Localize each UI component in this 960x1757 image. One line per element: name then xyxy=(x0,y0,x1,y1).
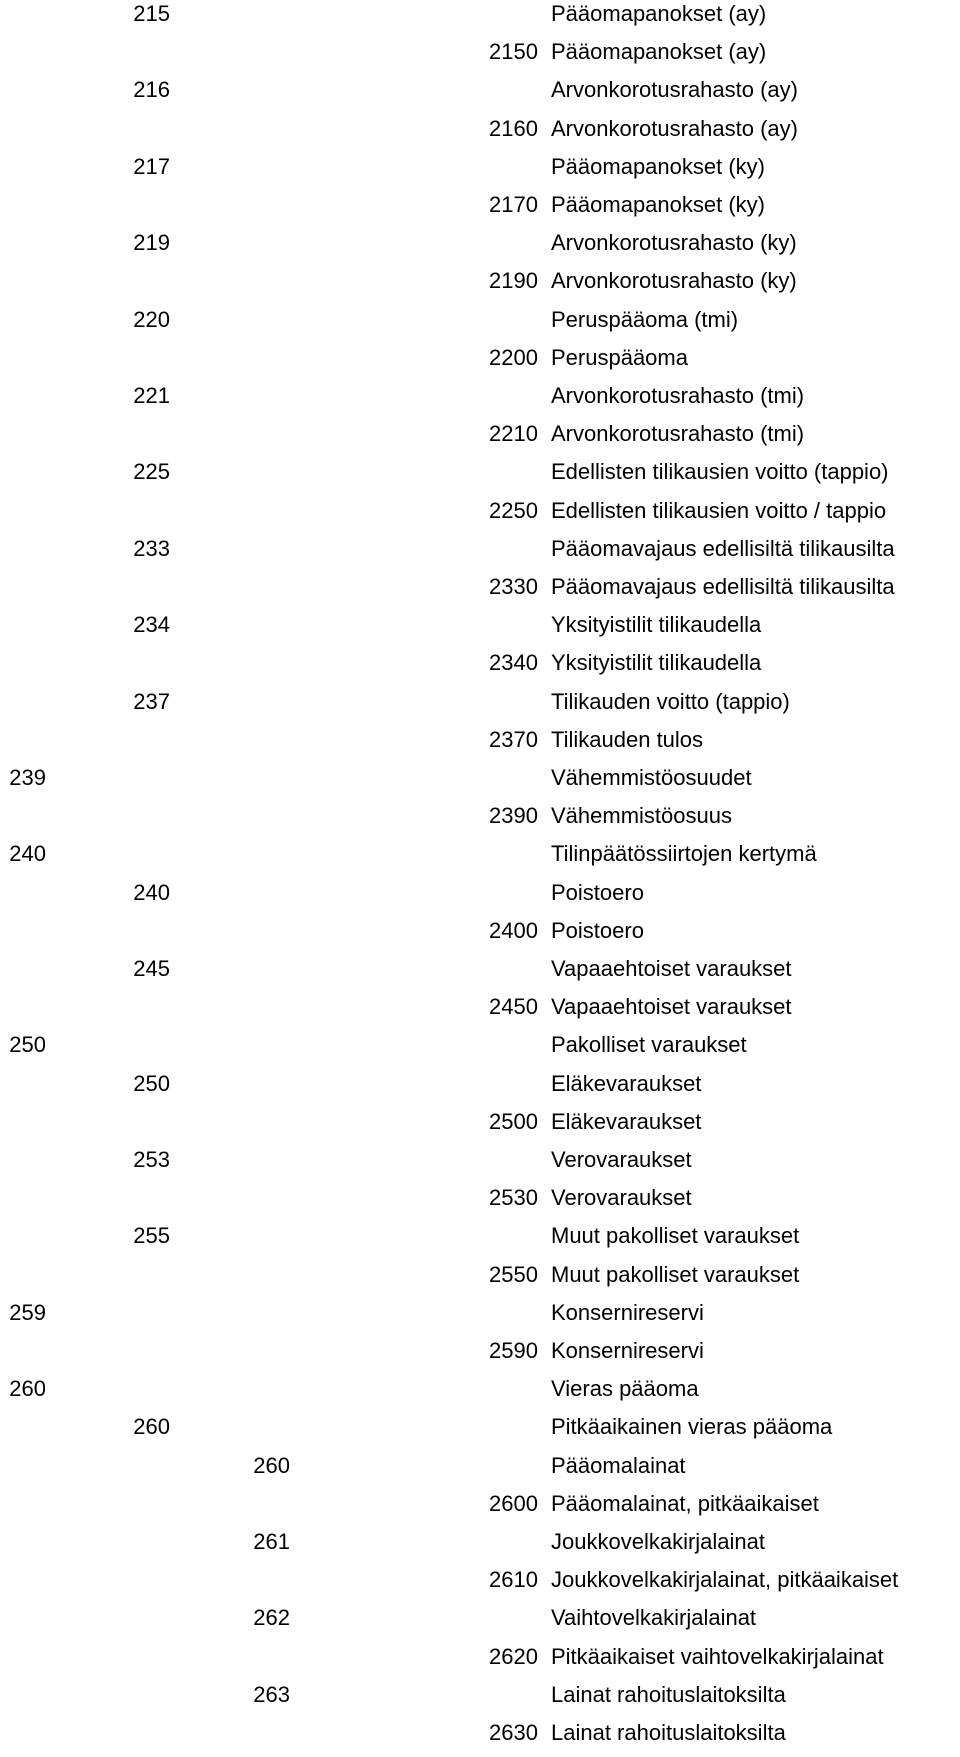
account-row xyxy=(0,764,960,802)
account-label: Pääomapanokset (ky) xyxy=(551,154,765,179)
account-code: 263 xyxy=(253,1682,290,1707)
account-label: Joukkovelkakirjalainat xyxy=(551,1529,765,1554)
account-row xyxy=(0,1452,960,1490)
account-code: 2590 xyxy=(489,1338,538,1363)
account-label: Pääomavajaus edellisiltä tilikausilta xyxy=(551,536,895,561)
account-row xyxy=(0,1413,960,1451)
account-label: Muut pakolliset varaukset xyxy=(551,1262,800,1287)
account-code: 233 xyxy=(133,536,170,561)
account-label: Konsernireservi xyxy=(551,1300,704,1325)
account-label: Vaihtovelkakirjalainat xyxy=(551,1605,757,1630)
account-row xyxy=(0,840,960,878)
account-label: Joukkovelkakirjalainat, pitkäaikaiset xyxy=(551,1567,899,1592)
account-row xyxy=(0,917,960,955)
account-label: Tilikauden voitto (tappio) xyxy=(551,689,790,714)
account-code: 240 xyxy=(9,841,46,866)
account-label: Pitkäaikaiset vaihtovelkakirjalainat xyxy=(551,1644,884,1669)
account-row xyxy=(0,1031,960,1069)
account-code: 2160 xyxy=(489,116,538,141)
account-row xyxy=(0,993,960,1031)
account-label: Vähemmistöosuus xyxy=(551,803,732,828)
account-code: 237 xyxy=(133,689,170,714)
account-row xyxy=(0,726,960,764)
account-row xyxy=(0,1337,960,1375)
account-label: Lainat rahoituslaitoksilta xyxy=(551,1720,786,1745)
account-row xyxy=(0,535,960,573)
account-label: Muut pakolliset varaukset xyxy=(551,1223,800,1248)
account-row xyxy=(0,382,960,420)
account-label: Arvonkorotusrahasto (ay) xyxy=(551,77,798,102)
account-code: 259 xyxy=(9,1300,46,1325)
account-row xyxy=(0,229,960,267)
account-code: 2170 xyxy=(489,192,538,217)
account-code: 2390 xyxy=(489,803,538,828)
account-row xyxy=(0,1299,960,1337)
account-label: Pitkäaikainen vieras pääoma xyxy=(551,1414,833,1439)
account-code: 2530 xyxy=(489,1185,538,1210)
account-row xyxy=(0,1643,960,1681)
account-row xyxy=(0,1566,960,1604)
account-row xyxy=(0,1070,960,1108)
account-code: 262 xyxy=(253,1605,290,1630)
account-row xyxy=(0,649,960,687)
account-row xyxy=(0,1261,960,1299)
account-code: 240 xyxy=(133,880,170,905)
account-code: 260 xyxy=(133,1414,170,1439)
account-code: 2450 xyxy=(489,994,538,1019)
account-code: 239 xyxy=(9,765,46,790)
account-label: Yksityistilit tilikaudella xyxy=(551,650,762,675)
account-code: 245 xyxy=(133,956,170,981)
account-label: Pääomalainat, pitkäaikaiset xyxy=(551,1491,819,1516)
account-code: 2330 xyxy=(489,574,538,599)
account-label: Verovaraukset xyxy=(551,1147,692,1172)
account-code: 216 xyxy=(133,77,170,102)
account-label: Arvonkorotusrahasto (tmi) xyxy=(551,421,805,446)
account-row xyxy=(0,1681,960,1719)
account-code: 260 xyxy=(9,1376,46,1401)
account-code: 225 xyxy=(133,459,170,484)
account-label: Lainat rahoituslaitoksilta xyxy=(551,1682,786,1707)
account-label: Pääomalainat xyxy=(551,1453,686,1478)
account-code: 2500 xyxy=(489,1109,538,1134)
account-label: Arvonkorotusrahasto (tmi) xyxy=(551,383,805,408)
account-code: 221 xyxy=(133,383,170,408)
account-code: 220 xyxy=(133,307,170,332)
account-code: 215 xyxy=(133,1,170,26)
account-code: 2200 xyxy=(489,345,538,370)
account-label: Vapaaehtoiset varaukset xyxy=(551,956,792,981)
account-label: Vapaaehtoiset varaukset xyxy=(551,994,792,1019)
account-code: 2400 xyxy=(489,918,538,943)
account-label: Pääomapanokset (ay) xyxy=(551,1,767,26)
account-label: Pakolliset varaukset xyxy=(551,1032,747,1057)
account-code: 2190 xyxy=(489,268,538,293)
account-row xyxy=(0,306,960,344)
account-code: 2370 xyxy=(489,727,538,752)
account-row xyxy=(0,1184,960,1222)
account-row xyxy=(0,191,960,229)
account-code: 261 xyxy=(253,1529,290,1554)
account-label: Pääomapanokset (ay) xyxy=(551,39,767,64)
account-label: Peruspääoma xyxy=(551,345,688,370)
account-code: 2150 xyxy=(489,39,538,64)
account-row xyxy=(0,1146,960,1184)
account-label: Arvonkorotusrahasto (ky) xyxy=(551,230,797,255)
account-code: 2620 xyxy=(489,1644,538,1669)
account-row xyxy=(0,1375,960,1413)
account-label: Peruspääoma (tmi) xyxy=(551,307,739,332)
account-label: Konsernireservi xyxy=(551,1338,704,1363)
account-row xyxy=(0,420,960,458)
account-row xyxy=(0,497,960,535)
account-label: Poistoero xyxy=(551,918,644,943)
account-label: Tilinpäätössiirtojen kertymä xyxy=(551,841,817,866)
account-row xyxy=(0,1222,960,1260)
account-code: 2340 xyxy=(489,650,538,675)
account-code: 253 xyxy=(133,1147,170,1172)
account-row xyxy=(0,0,960,38)
account-label: Vieras pääoma xyxy=(551,1376,699,1401)
account-label: Pääomapanokset (ky) xyxy=(551,192,765,217)
account-label: Pääomavajaus edellisiltä tilikausilta xyxy=(551,574,895,599)
account-code: 219 xyxy=(133,230,170,255)
account-row xyxy=(0,1719,960,1757)
account-label: Eläkevaraukset xyxy=(551,1109,702,1134)
account-row xyxy=(0,802,960,840)
account-row xyxy=(0,267,960,305)
account-code: 2630 xyxy=(489,1720,538,1745)
account-label: Tilikauden tulos xyxy=(551,727,704,752)
account-code: 2250 xyxy=(489,498,538,523)
account-code: 250 xyxy=(9,1032,46,1057)
account-code: 2550 xyxy=(489,1262,538,1287)
account-row xyxy=(0,1528,960,1566)
account-label: Yksityistilit tilikaudella xyxy=(551,612,762,637)
account-label: Vähemmistöosuudet xyxy=(551,765,752,790)
account-row xyxy=(0,1490,960,1528)
account-code: 2210 xyxy=(489,421,538,446)
account-row xyxy=(0,458,960,496)
account-label: Edellisten tilikausien voitto / tappio xyxy=(551,498,887,523)
account-row xyxy=(0,344,960,382)
account-row xyxy=(0,38,960,76)
account-row xyxy=(0,955,960,993)
account-label: Poistoero xyxy=(551,880,644,905)
account-code: 234 xyxy=(133,612,170,637)
account-row xyxy=(0,879,960,917)
account-code: 2610 xyxy=(489,1567,538,1592)
account-code: 217 xyxy=(133,154,170,179)
account-row xyxy=(0,153,960,191)
account-code: 255 xyxy=(133,1223,170,1248)
account-code: 260 xyxy=(253,1453,290,1478)
account-label: Edellisten tilikausien voitto (tappio) xyxy=(551,459,889,484)
account-label: Verovaraukset xyxy=(551,1185,692,1210)
account-label: Arvonkorotusrahasto (ay) xyxy=(551,116,798,141)
account-row xyxy=(0,1108,960,1146)
account-row xyxy=(0,573,960,611)
account-row xyxy=(0,611,960,649)
account-row xyxy=(0,1604,960,1642)
account-label: Eläkevaraukset xyxy=(551,1071,702,1096)
account-row xyxy=(0,688,960,726)
account-label: Arvonkorotusrahasto (ky) xyxy=(551,268,797,293)
account-code: 2600 xyxy=(489,1491,538,1516)
account-row xyxy=(0,76,960,114)
account-code: 250 xyxy=(133,1071,170,1096)
account-row xyxy=(0,115,960,153)
